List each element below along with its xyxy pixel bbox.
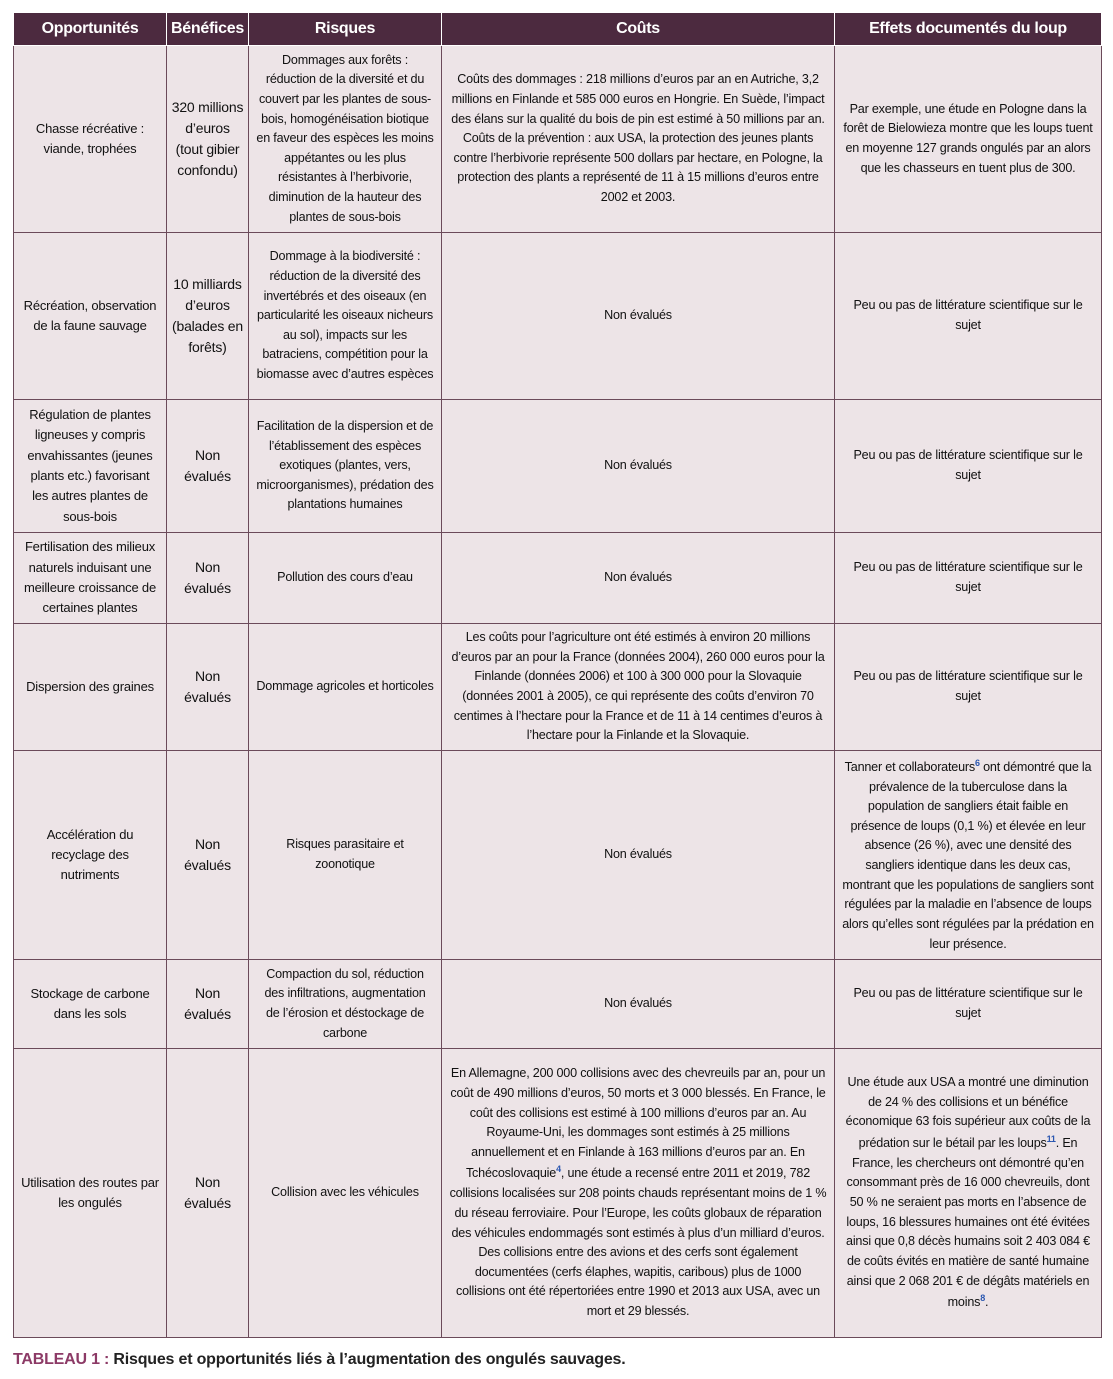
cell-opportunite: Régulation de plantes ligneuses y compris envahissantes (jeunes plants etc.) favorisant les autres plantes de sous-bois <box>14 400 167 533</box>
caption-label: TABLEAU 1 : <box>13 1351 110 1368</box>
header-benefices: Bénéfices <box>167 13 249 46</box>
caption-text: Risques et opportunités liés à l’augmentation des ongulés sauvages. <box>109 1351 626 1368</box>
cell-opportunite: Accélération du recyclage des nutriments <box>14 751 167 960</box>
cell-effets: Peu ou pas de littérature scientifique sur le sujet <box>835 400 1102 533</box>
effets-text-start: Tanner et collaborateurs <box>844 759 975 774</box>
cell-couts: Non évalués <box>442 533 835 624</box>
cell-benefices: Non évalués <box>167 751 249 960</box>
table-row <box>14 624 1102 751</box>
cell-couts: Non évalués <box>442 751 835 960</box>
cell-benefices: Non évalués <box>167 1049 249 1338</box>
header-effets-loup: Effets documentés du loup <box>835 13 1102 46</box>
cell-benefices: 320 millions d’euros (tout gibier confondu) <box>167 46 249 233</box>
cell-couts <box>442 1049 835 1338</box>
cell-effets: Peu ou pas de littérature scientifique sur le sujet <box>835 533 1102 624</box>
table-row <box>14 400 1102 533</box>
cell-benefices: Non évalués <box>167 533 249 624</box>
cell-risques: Dommages aux forêts : réduction de la diversité et du couvert par les plantes de sous-bois, homogénéisation biotique en faveur des espèces les moins appétantes ou les plus résistantes à l’herbivorie, diminution de la hauteur des plantes de sous-bois <box>249 46 442 233</box>
cell-effets: Peu ou pas de littérature scientifique sur le sujet <box>835 960 1102 1049</box>
cell-benefices: Non évalués <box>167 624 249 751</box>
risks-opportunities-table <box>13 12 1102 1338</box>
couts-text-end: , une étude a recensé entre 2011 et 2019, 782 collisions localisées sur 208 points chauds représentant moins de 1 % du réseau ferroviaire. Pour l’Europe, les coûts globaux de réparation des véhicules endommagés sont estimés à plus d’un milliard d’euros. Des collisions entre des avions et des cerfs sont également documentées (cerfs élaphes, wapitis, caribous) plus de 1000 collisions ont été répertoriées entre 1990 et 2013 aux USA, avec un mort et 29 blessés. <box>449 1166 827 1319</box>
cell-benefices: Non évalués <box>167 960 249 1049</box>
cell-risques: Facilitation de la dispersion et de l’établissement des espèces exotiques (plantes, vers, microorganismes), prédation des plantations humaines <box>249 400 442 533</box>
cell-opportunite: Stockage de carbone dans les sols <box>14 960 167 1049</box>
table-row <box>14 233 1102 400</box>
footnote-ref: 6 <box>974 757 980 768</box>
cell-couts: Non évalués <box>442 960 835 1049</box>
effets-text-start: Une étude aux USA a montré une diminution de 24 % des collisions et un bénéfice économique 63 fois supérieur aux coûts de la prédation sur le bétail par les loups <box>845 1074 1091 1151</box>
cell-risques: Dommage agricoles et horticoles <box>249 624 442 751</box>
cell-risques: Collision avec les véhicules <box>249 1049 442 1338</box>
cell-effets: Peu ou pas de littérature scientifique sur le sujet <box>835 624 1102 751</box>
table-row <box>14 1049 1102 1338</box>
cell-couts: Non évalués <box>442 233 835 400</box>
couts-text-start: En Allemagne, 200 000 collisions avec des chevreuils par an, pour un coût de 490 millions d’euros, 50 morts et 3 000 blessés. En France, le coût des collisions est estimé à 100 millions d’euros par an. Au Royaume-Uni, les dommages sont estimés à 25 millions annuellement et en Finlande à 163 millions d’euros par an. En Tchécoslovaquie <box>450 1066 826 1181</box>
header-opportunites: Opportunités <box>14 13 167 46</box>
effets-text-end: ont démontré que la prévalence de la tuberculose dans la population de sangliers était faible en présence de loups (0,1 %) et élevée en leur absence (26 %), avec une densité des sangliers identique dans les deux cas, montrant que les populations de sangliers sont régulées par la maladie en l’absence de loups alors qu’elles sont régulées par la prédation en leur présence. <box>842 759 1094 951</box>
cell-benefices: 10 milliards d’euros (balades en forêts) <box>167 233 249 400</box>
cell-opportunite: Dispersion des graines <box>14 624 167 751</box>
cell-benefices: Non évalués <box>167 400 249 533</box>
cell-effets: Par exemple, une étude en Pologne dans la forêt de Bielowieza montre que les loups tuent en moyenne 127 grands ongulés par an alors que les chasseurs en tuent plus de 300. <box>835 46 1102 233</box>
cell-opportunite: Fertilisation des milieux naturels induisant une meilleure croissance de certaines plantes <box>14 533 167 624</box>
effets-text-end: . <box>985 1295 989 1310</box>
cell-couts: Les coûts pour l’agriculture ont été estimés à environ 20 millions d’euros par an pour la France (données 2004), 260 000 euros pour la Finlande (données 2006) et 100 à 300 000 pour la Slovaquie (données 2001 à 2005), ce qui représente des coûts d’environ 70 centimes à l’hectare pour la France et de 11 à 14 centimes d’euros à l’hectare pour la Finlande et la Slovaquie. <box>442 624 835 751</box>
table-row <box>14 46 1102 233</box>
cell-risques: Pollution des cours d’eau <box>249 533 442 624</box>
header-risques: Risques <box>249 13 442 46</box>
footnote-ref: 8 <box>980 1293 986 1304</box>
cell-risques: Risques parasitaire et zoonotique <box>249 751 442 960</box>
footnote-ref: 4 <box>556 1164 561 1175</box>
cell-risques: Dommage à la biodiversité : réduction de la diversité des invertébrés et des oiseaux (en particularité les oiseaux nicheurs au sol), impacts sur les batraciens, compétition pour la biomasse avec d’autres espèces <box>249 233 442 400</box>
cell-effets <box>835 1049 1102 1338</box>
table-row <box>14 533 1102 624</box>
footnote-ref: 11 <box>1046 1133 1056 1144</box>
header-couts: Coûts <box>442 13 835 46</box>
table-header-row <box>14 13 1102 46</box>
cell-couts: Non évalués <box>442 400 835 533</box>
cell-effets <box>835 751 1102 960</box>
data-table-container <box>13 12 1101 1338</box>
cell-effets: Peu ou pas de littérature scientifique sur le sujet <box>835 233 1102 400</box>
effets-text-middle: . En France, les chercheurs ont démontré qu’en consommant près de 16 000 chevreuils, dont 50 % ne seraient pas morts en l’absence de loups, 16 blessures humaines ont été évitées ainsi que 0,8 décès humains soit 2 403 084 € de coûts évités en matière de santé humaine ainsi que 2 068 201 € de dégâts matériels en moins <box>846 1136 1090 1310</box>
table-row <box>14 960 1102 1049</box>
cell-opportunite: Utilisation des routes par les ongulés <box>14 1049 167 1338</box>
table-caption <box>13 1351 625 1369</box>
table-row <box>14 751 1102 960</box>
cell-risques: Compaction du sol, réduction des infiltrations, augmentation de l’érosion et déstockage de carbone <box>249 960 442 1049</box>
cell-opportunite: Chasse récréative : viande, trophées <box>14 46 167 233</box>
cell-couts: Coûts des dommages : 218 millions d’euros par an en Autriche, 3,2 millions en Finlande et 585 000 euros en Hongrie. En Suède, l’impact des élans sur la qualité du bois de pin est estimé à 50 millions par an. Coûts de la prévention : aux USA, la protection des jeunes plants contre l’herbivorie représente 500 dollars par hectare, en Pologne, la protection des plants a représenté de 11 à 15 millions d’euros entre 2002 et 2003. <box>442 46 835 233</box>
cell-opportunite: Récréation, observation de la faune sauvage <box>14 233 167 400</box>
